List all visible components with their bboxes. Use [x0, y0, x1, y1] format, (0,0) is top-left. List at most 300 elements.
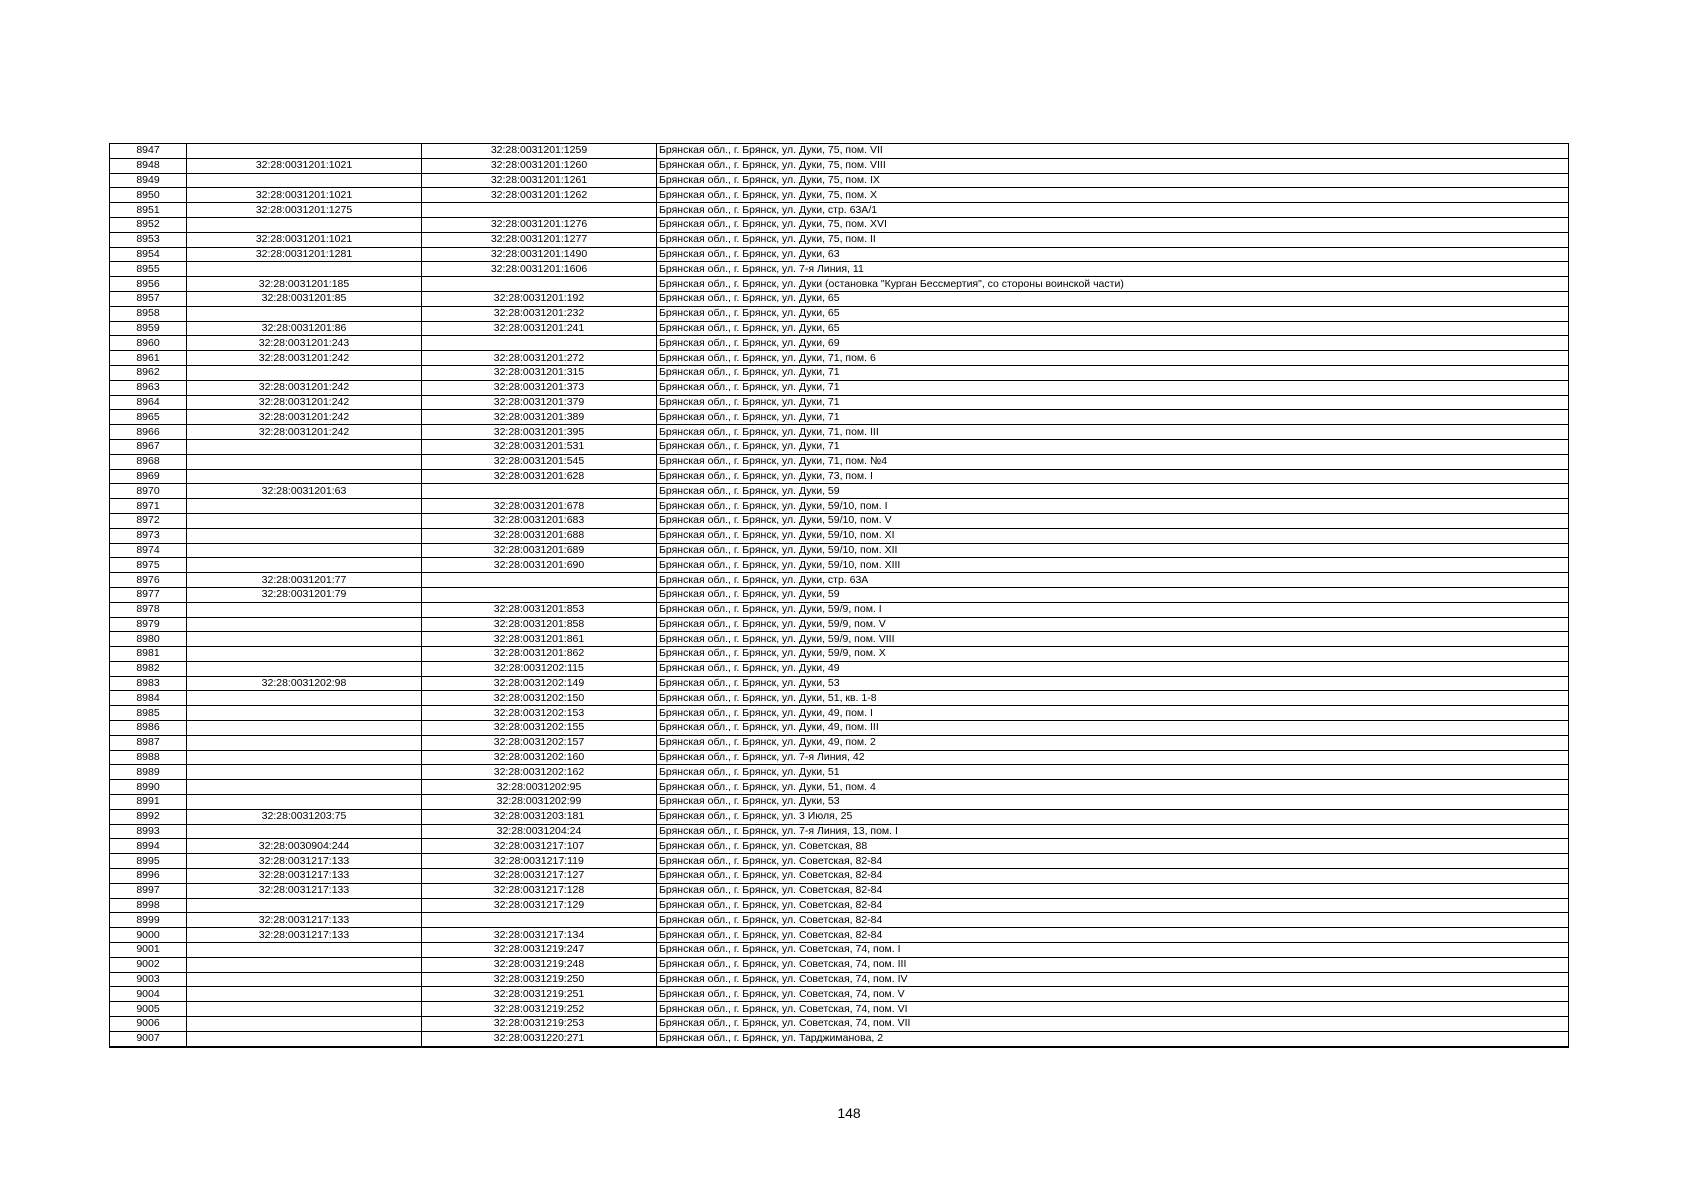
parent-cadastral-number-cell: 32:28:0031201:185: [187, 277, 422, 292]
row-number-cell: 8967: [110, 439, 187, 454]
object-cadastral-number-cell: 32:28:0031220:271: [422, 1031, 657, 1046]
address-cell: Брянская обл., г. Брянск, ул. Дуки, 59: [657, 484, 1569, 499]
object-cadastral-number-cell: 32:28:0031201:1606: [422, 262, 657, 277]
row-number-cell: 8984: [110, 691, 187, 706]
table-row: [110, 1031, 1569, 1046]
parent-cadastral-number-cell: [187, 1002, 422, 1017]
table-row: [110, 972, 1569, 987]
address-cell: Брянская обл., г. Брянск, ул. Дуки, стр. 63А: [657, 573, 1569, 588]
parent-cadastral-number-cell: [187, 1017, 422, 1032]
table-row: [110, 869, 1569, 884]
parent-cadastral-number-cell: 32:28:0031201:79: [187, 587, 422, 602]
row-number-cell: 8952: [110, 217, 187, 232]
row-number-cell: 8986: [110, 721, 187, 736]
row-number-cell: 8996: [110, 869, 187, 884]
parent-cadastral-number-cell: 32:28:0031203:75: [187, 809, 422, 824]
row-number-cell: 8962: [110, 365, 187, 380]
row-number-cell: 9004: [110, 987, 187, 1002]
row-number-cell: 8983: [110, 676, 187, 691]
row-number-cell: 8982: [110, 661, 187, 676]
address-cell: Брянская обл., г. Брянск, ул. Дуки, 71: [657, 365, 1569, 380]
table-row: [110, 425, 1569, 440]
object-cadastral-number-cell: 32:28:0031201:858: [422, 617, 657, 632]
table-row: [110, 721, 1569, 736]
row-number-cell: 8998: [110, 898, 187, 913]
parent-cadastral-number-cell: 32:28:0031201:243: [187, 336, 422, 351]
address-cell: Брянская обл., г. Брянск, ул. Дуки, 51: [657, 765, 1569, 780]
object-cadastral-number-cell: [422, 587, 657, 602]
parent-cadastral-number-cell: 32:28:0031201:242: [187, 410, 422, 425]
table-row: [110, 247, 1569, 262]
parent-cadastral-number-cell: 32:28:0031217:133: [187, 869, 422, 884]
parent-cadastral-number-cell: [187, 943, 422, 958]
address-cell: Брянская обл., г. Брянск, ул. Советская, 74, пом. VII: [657, 1017, 1569, 1032]
table-row: [110, 898, 1569, 913]
row-number-cell: 8985: [110, 706, 187, 721]
row-number-cell: 8980: [110, 632, 187, 647]
object-cadastral-number-cell: 32:28:0031201:379: [422, 395, 657, 410]
parent-cadastral-number-cell: [187, 173, 422, 188]
object-cadastral-number-cell: [422, 913, 657, 928]
address-cell: Брянская обл., г. Брянск, ул. Советская, 74, пом. V: [657, 987, 1569, 1002]
address-cell: Брянская обл., г. Брянск, ул. Дуки, 59/10, пом. XIII: [657, 558, 1569, 573]
object-cadastral-number-cell: 32:28:0031201:232: [422, 306, 657, 321]
row-number-cell: 9001: [110, 943, 187, 958]
address-cell: Брянская обл., г. Брянск, ул. 3 Июля, 25: [657, 809, 1569, 824]
object-cadastral-number-cell: 32:28:0031201:389: [422, 410, 657, 425]
address-cell: Брянская обл., г. Брянск, ул. Советская, 74, пом. VI: [657, 1002, 1569, 1017]
row-number-cell: 8959: [110, 321, 187, 336]
object-cadastral-number-cell: 32:28:0031201:861: [422, 632, 657, 647]
parent-cadastral-number-cell: [187, 439, 422, 454]
table-row: [110, 913, 1569, 928]
parent-cadastral-number-cell: [187, 217, 422, 232]
address-cell: Брянская обл., г. Брянск, ул. Дуки, 71: [657, 439, 1569, 454]
table-row: [110, 617, 1569, 632]
table-row: [110, 809, 1569, 824]
parent-cadastral-number-cell: 32:28:0031217:133: [187, 913, 422, 928]
row-number-cell: 8971: [110, 499, 187, 514]
row-number-cell: 8999: [110, 913, 187, 928]
object-cadastral-number-cell: [422, 573, 657, 588]
parent-cadastral-number-cell: [187, 543, 422, 558]
parent-cadastral-number-cell: 32:28:0031202:98: [187, 676, 422, 691]
table-row: [110, 735, 1569, 750]
row-number-cell: 8947: [110, 144, 187, 159]
parent-cadastral-number-cell: [187, 262, 422, 277]
parent-cadastral-number-cell: [187, 898, 422, 913]
row-number-cell: 9006: [110, 1017, 187, 1032]
table-row: [110, 750, 1569, 765]
row-number-cell: 8990: [110, 780, 187, 795]
row-number-cell: 8953: [110, 232, 187, 247]
parent-cadastral-number-cell: [187, 306, 422, 321]
address-cell: Брянская обл., г. Брянск, ул. Дуки, 59/10, пом. V: [657, 513, 1569, 528]
address-cell: Брянская обл., г. Брянск, ул. Дуки, 71: [657, 380, 1569, 395]
parent-cadastral-number-cell: [187, 957, 422, 972]
parent-cadastral-number-cell: [187, 987, 422, 1002]
row-number-cell: 8950: [110, 188, 187, 203]
parent-cadastral-number-cell: 32:28:0031201:242: [187, 380, 422, 395]
parent-cadastral-number-cell: [187, 780, 422, 795]
parent-cadastral-number-cell: [187, 661, 422, 676]
address-cell: Брянская обл., г. Брянск, ул. Советская, 88: [657, 839, 1569, 854]
object-cadastral-number-cell: 32:28:0031202:150: [422, 691, 657, 706]
table-row: [110, 632, 1569, 647]
row-number-cell: 9007: [110, 1031, 187, 1046]
object-cadastral-number-cell: 32:28:0031217:134: [422, 928, 657, 943]
address-cell: Брянская обл., г. Брянск, ул. Дуки, 75, пом. VII: [657, 144, 1569, 159]
table-row: [110, 144, 1569, 159]
parent-cadastral-number-cell: [187, 795, 422, 810]
object-cadastral-number-cell: 32:28:0031201:192: [422, 291, 657, 306]
row-number-cell: 9003: [110, 972, 187, 987]
row-number-cell: 8989: [110, 765, 187, 780]
row-number-cell: 8965: [110, 410, 187, 425]
address-cell: Брянская обл., г. Брянск, ул. Советская, 82-84: [657, 898, 1569, 913]
row-number-cell: 8978: [110, 602, 187, 617]
object-cadastral-number-cell: 32:28:0031202:115: [422, 661, 657, 676]
table-row: [110, 262, 1569, 277]
table-row: [110, 439, 1569, 454]
row-number-cell: 8955: [110, 262, 187, 277]
address-cell: Брянская обл., г. Брянск, ул. Дуки, 51, пом. 4: [657, 780, 1569, 795]
row-number-cell: 8958: [110, 306, 187, 321]
table-row: [110, 217, 1569, 232]
parent-cadastral-number-cell: 32:28:0030904:244: [187, 839, 422, 854]
parent-cadastral-number-cell: 32:28:0031217:133: [187, 883, 422, 898]
object-cadastral-number-cell: 32:28:0031202:95: [422, 780, 657, 795]
row-number-cell: 8968: [110, 454, 187, 469]
table-row: [110, 573, 1569, 588]
table-row: [110, 321, 1569, 336]
parent-cadastral-number-cell: [187, 558, 422, 573]
table-row: [110, 558, 1569, 573]
address-cell: Брянская обл., г. Брянск, ул. Дуки, 71, пом. 6: [657, 351, 1569, 366]
registry-table-body: [110, 144, 1569, 1047]
row-number-cell: 9002: [110, 957, 187, 972]
table-row: [110, 454, 1569, 469]
object-cadastral-number-cell: 32:28:0031201:1261: [422, 173, 657, 188]
table-row: [110, 543, 1569, 558]
object-cadastral-number-cell: 32:28:0031201:628: [422, 469, 657, 484]
parent-cadastral-number-cell: [187, 144, 422, 159]
address-cell: Брянская обл., г. Брянск, ул. Дуки, 51, кв. 1-8: [657, 691, 1569, 706]
object-cadastral-number-cell: 32:28:0031219:248: [422, 957, 657, 972]
address-cell: Брянская обл., г. Брянск, ул. Дуки, 53: [657, 676, 1569, 691]
row-number-cell: 8994: [110, 839, 187, 854]
object-cadastral-number-cell: 32:28:0031219:253: [422, 1017, 657, 1032]
object-cadastral-number-cell: 32:28:0031201:545: [422, 454, 657, 469]
table-row: [110, 883, 1569, 898]
object-cadastral-number-cell: 32:28:0031201:241: [422, 321, 657, 336]
address-cell: Брянская обл., г. Брянск, ул. Дуки, 71: [657, 395, 1569, 410]
object-cadastral-number-cell: [422, 277, 657, 292]
table-row: [110, 203, 1569, 218]
table-row: [110, 380, 1569, 395]
address-cell: Брянская обл., г. Брянск, ул. Дуки, 75, пом. VIII: [657, 158, 1569, 173]
object-cadastral-number-cell: 32:28:0031202:160: [422, 750, 657, 765]
address-cell: Брянская обл., г. Брянск, ул. Дуки, 65: [657, 306, 1569, 321]
address-cell: Брянская обл., г. Брянск, ул. Дуки, 49, пом. 2: [657, 735, 1569, 750]
object-cadastral-number-cell: 32:28:0031201:678: [422, 499, 657, 514]
row-number-cell: 8995: [110, 854, 187, 869]
parent-cadastral-number-cell: 32:28:0031201:63: [187, 484, 422, 499]
row-number-cell: 8979: [110, 617, 187, 632]
parent-cadastral-number-cell: 32:28:0031201:1281: [187, 247, 422, 262]
object-cadastral-number-cell: 32:28:0031201:531: [422, 439, 657, 454]
table-row: [110, 306, 1569, 321]
address-cell: Брянская обл., г. Брянск, ул. 7-я Линия, 11: [657, 262, 1569, 277]
address-cell: Брянская обл., г. Брянск, ул. Дуки, 63: [657, 247, 1569, 262]
address-cell: Брянская обл., г. Брянск, ул. Дуки, 59/9, пом. VIII: [657, 632, 1569, 647]
address-cell: Брянская обл., г. Брянск, ул. Советская, 82-84: [657, 913, 1569, 928]
row-number-cell: 8991: [110, 795, 187, 810]
table-row: [110, 780, 1569, 795]
object-cadastral-number-cell: 32:28:0031217:119: [422, 854, 657, 869]
parent-cadastral-number-cell: [187, 750, 422, 765]
object-cadastral-number-cell: 32:28:0031201:862: [422, 647, 657, 662]
address-cell: Брянская обл., г. Брянск, ул. Дуки, 75, пом. IX: [657, 173, 1569, 188]
table-row: [110, 1017, 1569, 1032]
parent-cadastral-number-cell: 32:28:0031217:133: [187, 854, 422, 869]
table-row: [110, 647, 1569, 662]
parent-cadastral-number-cell: [187, 632, 422, 647]
parent-cadastral-number-cell: [187, 1031, 422, 1046]
table-row: [110, 928, 1569, 943]
table-row: [110, 365, 1569, 380]
row-number-cell: 8992: [110, 809, 187, 824]
parent-cadastral-number-cell: [187, 469, 422, 484]
table-row: [110, 173, 1569, 188]
row-number-cell: 8974: [110, 543, 187, 558]
address-cell: Брянская обл., г. Брянск, ул. Дуки, 71, пом. III: [657, 425, 1569, 440]
object-cadastral-number-cell: 32:28:0031217:129: [422, 898, 657, 913]
parent-cadastral-number-cell: 32:28:0031201:1021: [187, 232, 422, 247]
parent-cadastral-number-cell: 32:28:0031201:1275: [187, 203, 422, 218]
table-row: [110, 957, 1569, 972]
table-row: [110, 499, 1569, 514]
row-number-cell: 9005: [110, 1002, 187, 1017]
parent-cadastral-number-cell: 32:28:0031201:1021: [187, 158, 422, 173]
object-cadastral-number-cell: 32:28:0031201:683: [422, 513, 657, 528]
object-cadastral-number-cell: 32:28:0031201:690: [422, 558, 657, 573]
object-cadastral-number-cell: 32:28:0031201:373: [422, 380, 657, 395]
parent-cadastral-number-cell: 32:28:0031217:133: [187, 928, 422, 943]
table-row: [110, 395, 1569, 410]
object-cadastral-number-cell: 32:28:0031201:689: [422, 543, 657, 558]
object-cadastral-number-cell: 32:28:0031217:128: [422, 883, 657, 898]
parent-cadastral-number-cell: [187, 365, 422, 380]
object-cadastral-number-cell: 32:28:0031201:688: [422, 528, 657, 543]
table-row: [110, 336, 1569, 351]
parent-cadastral-number-cell: [187, 765, 422, 780]
address-cell: Брянская обл., г. Брянск, ул. Дуки, 73, пом. I: [657, 469, 1569, 484]
table-row: [110, 528, 1569, 543]
address-cell: Брянская обл., г. Брянск, ул. Дуки (остановка "Курган Бессмертия", со стороны воинской части): [657, 277, 1569, 292]
object-cadastral-number-cell: 32:28:0031201:1259: [422, 144, 657, 159]
table-row: [110, 943, 1569, 958]
row-number-cell: 8972: [110, 513, 187, 528]
address-cell: Брянская обл., г. Брянск, ул. Советская, 74, пом. III: [657, 957, 1569, 972]
address-cell: Брянская обл., г. Брянск, ул. Советская, 74, пом. I: [657, 943, 1569, 958]
parent-cadastral-number-cell: [187, 602, 422, 617]
object-cadastral-number-cell: 32:28:0031203:181: [422, 809, 657, 824]
property-registry-table: [109, 143, 1569, 1048]
object-cadastral-number-cell: 32:28:0031219:251: [422, 987, 657, 1002]
object-cadastral-number-cell: 32:28:0031202:157: [422, 735, 657, 750]
address-cell: Брянская обл., г. Брянск, ул. Советская, 82-84: [657, 928, 1569, 943]
address-cell: Брянская обл., г. Брянск, ул. Дуки, 49: [657, 661, 1569, 676]
object-cadastral-number-cell: 32:28:0031202:153: [422, 706, 657, 721]
parent-cadastral-number-cell: [187, 617, 422, 632]
parent-cadastral-number-cell: 32:28:0031201:242: [187, 351, 422, 366]
address-cell: Брянская обл., г. Брянск, ул. Дуки, 65: [657, 321, 1569, 336]
row-number-cell: 8951: [110, 203, 187, 218]
address-cell: Брянская обл., г. Брянск, ул. Дуки, 49, пом. III: [657, 721, 1569, 736]
row-number-cell: 8956: [110, 277, 187, 292]
table-row: [110, 351, 1569, 366]
parent-cadastral-number-cell: [187, 647, 422, 662]
table-row: [110, 291, 1569, 306]
object-cadastral-number-cell: 32:28:0031201:1262: [422, 188, 657, 203]
parent-cadastral-number-cell: 32:28:0031201:242: [187, 425, 422, 440]
table-row: [110, 987, 1569, 1002]
row-number-cell: 8949: [110, 173, 187, 188]
table-row: [110, 676, 1569, 691]
address-cell: Брянская обл., г. Брянск, ул. Дуки, 65: [657, 291, 1569, 306]
row-number-cell: 8963: [110, 380, 187, 395]
parent-cadastral-number-cell: [187, 691, 422, 706]
parent-cadastral-number-cell: [187, 499, 422, 514]
parent-cadastral-number-cell: 32:28:0031201:85: [187, 291, 422, 306]
table-row: [110, 839, 1569, 854]
parent-cadastral-number-cell: 32:28:0031201:86: [187, 321, 422, 336]
table-row: [110, 691, 1569, 706]
address-cell: Брянская обл., г. Брянск, ул. Дуки, 71: [657, 410, 1569, 425]
parent-cadastral-number-cell: [187, 454, 422, 469]
table-row: [110, 469, 1569, 484]
object-cadastral-number-cell: 32:28:0031201:315: [422, 365, 657, 380]
table-row: [110, 277, 1569, 292]
object-cadastral-number-cell: 32:28:0031202:149: [422, 676, 657, 691]
object-cadastral-number-cell: 32:28:0031219:250: [422, 972, 657, 987]
address-cell: Брянская обл., г. Брянск, ул. Дуки, 59: [657, 587, 1569, 602]
object-cadastral-number-cell: 32:28:0031201:1260: [422, 158, 657, 173]
address-cell: Брянская обл., г. Брянск, ул. Дуки, стр. 63А/1: [657, 203, 1569, 218]
object-cadastral-number-cell: 32:28:0031201:1490: [422, 247, 657, 262]
table-row: [110, 854, 1569, 869]
object-cadastral-number-cell: 32:28:0031201:1276: [422, 217, 657, 232]
parent-cadastral-number-cell: [187, 972, 422, 987]
table-row: [110, 661, 1569, 676]
object-cadastral-number-cell: 32:28:0031204:24: [422, 824, 657, 839]
row-number-cell: 8960: [110, 336, 187, 351]
table-row: [110, 513, 1569, 528]
table-row: [110, 158, 1569, 173]
parent-cadastral-number-cell: [187, 824, 422, 839]
object-cadastral-number-cell: 32:28:0031201:1277: [422, 232, 657, 247]
row-number-cell: 8976: [110, 573, 187, 588]
address-cell: Брянская обл., г. Брянск, ул. Дуки, 69: [657, 336, 1569, 351]
object-cadastral-number-cell: [422, 336, 657, 351]
address-cell: Брянская обл., г. Брянск, ул. Советская, 82-84: [657, 854, 1569, 869]
table-row: [110, 587, 1569, 602]
object-cadastral-number-cell: 32:28:0031201:395: [422, 425, 657, 440]
table-row: [110, 795, 1569, 810]
table-row: [110, 824, 1569, 839]
row-number-cell: 8948: [110, 158, 187, 173]
object-cadastral-number-cell: 32:28:0031202:99: [422, 795, 657, 810]
table-row: [110, 765, 1569, 780]
parent-cadastral-number-cell: [187, 735, 422, 750]
address-cell: Брянская обл., г. Брянск, ул. Дуки, 59/10, пом. I: [657, 499, 1569, 514]
parent-cadastral-number-cell: 32:28:0031201:77: [187, 573, 422, 588]
object-cadastral-number-cell: 32:28:0031217:127: [422, 869, 657, 884]
row-number-cell: 8964: [110, 395, 187, 410]
object-cadastral-number-cell: [422, 484, 657, 499]
address-cell: Брянская обл., г. Брянск, ул. Дуки, 53: [657, 795, 1569, 810]
table-row: [110, 232, 1569, 247]
address-cell: Брянская обл., г. Брянск, ул. Советская, 74, пом. IV: [657, 972, 1569, 987]
parent-cadastral-number-cell: [187, 721, 422, 736]
table-row: [110, 1002, 1569, 1017]
row-number-cell: 8981: [110, 647, 187, 662]
row-number-cell: 9000: [110, 928, 187, 943]
table-row: [110, 706, 1569, 721]
address-cell: Брянская обл., г. Брянск, ул. Дуки, 71, пом. №4: [657, 454, 1569, 469]
address-cell: Брянская обл., г. Брянск, ул. Дуки, 75, пом. II: [657, 232, 1569, 247]
row-number-cell: 8975: [110, 558, 187, 573]
object-cadastral-number-cell: 32:28:0031201:272: [422, 351, 657, 366]
address-cell: Брянская обл., г. Брянск, ул. Дуки, 49, пом. I: [657, 706, 1569, 721]
row-number-cell: 8987: [110, 735, 187, 750]
address-cell: Брянская обл., г. Брянск, ул. Дуки, 59/9, пом. I: [657, 602, 1569, 617]
row-number-cell: 8997: [110, 883, 187, 898]
address-cell: Брянская обл., г. Брянск, ул. Дуки, 59/9, пом. V: [657, 617, 1569, 632]
row-number-cell: 8988: [110, 750, 187, 765]
row-number-cell: 8993: [110, 824, 187, 839]
row-number-cell: 8969: [110, 469, 187, 484]
table-row: [110, 188, 1569, 203]
table-row: [110, 484, 1569, 499]
row-number-cell: 8970: [110, 484, 187, 499]
table-row: [110, 410, 1569, 425]
row-number-cell: 8957: [110, 291, 187, 306]
object-cadastral-number-cell: 32:28:0031202:162: [422, 765, 657, 780]
address-cell: Брянская обл., г. Брянск, ул. Советская, 82-84: [657, 869, 1569, 884]
address-cell: Брянская обл., г. Брянск, ул. Дуки, 59/9, пом. X: [657, 647, 1569, 662]
parent-cadastral-number-cell: [187, 528, 422, 543]
object-cadastral-number-cell: 32:28:0031217:107: [422, 839, 657, 854]
address-cell: Брянская обл., г. Брянск, ул. Дуки, 59/10, пом. XI: [657, 528, 1569, 543]
address-cell: Брянская обл., г. Брянск, ул. 7-я Линия, 13, пом. I: [657, 824, 1569, 839]
table-row: [110, 602, 1569, 617]
row-number-cell: 8973: [110, 528, 187, 543]
object-cadastral-number-cell: 32:28:0031201:853: [422, 602, 657, 617]
parent-cadastral-number-cell: 32:28:0031201:1021: [187, 188, 422, 203]
page-number: 148: [837, 1105, 861, 1121]
parent-cadastral-number-cell: [187, 706, 422, 721]
address-cell: Брянская обл., г. Брянск, ул. Советская, 82-84: [657, 883, 1569, 898]
row-number-cell: 8954: [110, 247, 187, 262]
address-cell: Брянская обл., г. Брянск, ул. 7-я Линия, 42: [657, 750, 1569, 765]
row-number-cell: 8977: [110, 587, 187, 602]
row-number-cell: 8966: [110, 425, 187, 440]
object-cadastral-number-cell: [422, 203, 657, 218]
address-cell: Брянская обл., г. Брянск, ул. Тарджиманова, 2: [657, 1031, 1569, 1046]
row-number-cell: 8961: [110, 351, 187, 366]
